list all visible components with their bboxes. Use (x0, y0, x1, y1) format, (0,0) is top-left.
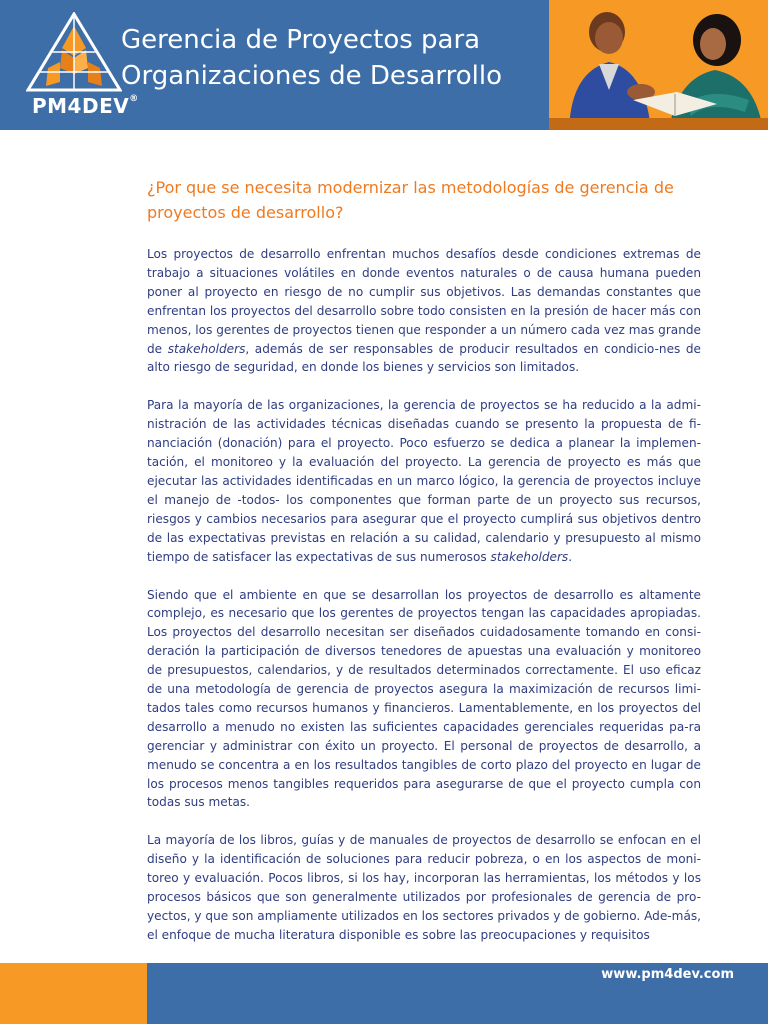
pm4dev-logo (20, 12, 139, 124)
paragraph-1: Los proyectos de desarrollo enfrentan muchos desafíos desde condiciones extremas de trabajo a situaciones volátiles en donde eventos naturales o de causa humana pueden poner al proyecto en riesgo de no cumplir sus objetivos. Las demandas constantes que enfrentan los proyectos del desarrollo sobre todo consisten en la presión de hacer más con menos, los gerentes de proyectos tienen que responder a un número cada vez mas grande de stakeholders, además de ser responsables de producir resultados en condicio-nes de alto riesgo de seguridad, en donde los bienes y servicios son limitados. (147, 247, 701, 375)
website-link[interactable]: www.pm4dev.com (601, 967, 734, 982)
paragraph-3: Siendo que el ambiente en que se desarrollan los proyectos de desarrollo es altamente complejo, es necesario que los gerentes de proyectos tengan las capacidades apropiadas. Los proyectos del desarrollo necesitan ser diseñados cuidadosamente tomando en consi-deración la participación de diversos tenedores de apuestas una evaluación y monitoreo de presupuestos, calendarios, y de resultados determinados correctamente. El uso eficaz de una metodología de gerencia de proyectos asegura la maximización de recursos limi-tados tales como recursos humanos y financieros. Lamentablemente, en los proyectos del desarrollo a menudo no existen las suficientes capacidades gerenciales requeridas pa-ra gerenciar y administrar con éxito un proyecto. El personal de proyectos de desarrollo, a menudo se concentra a en los resultados tangibles de corto plazo del proyecto en lugar de los procesos menos tangibles requeridos para asegurarse de que el proyecto cumpla con todas sus metas. (147, 587, 701, 810)
paragraph-4: La mayoría de los libros, guías y de manuales de proyectos de desarrollo se enfocan en el diseño y la identificación de soluciones para reducir pobreza, o en los aspectos de moni-toreo y evaluación. Pocos libros, si los hay, incorporan las herramientas, los métodos y los procesos básicos que son generalmente utilizados por profesionales de gerencia de pro-yectos, y que son ampliamente utilizados en los sectores privados y de gobierno. Ade-más, el enfoque de mucha literatura disponible es sobre las preocupaciones y requisitos (147, 833, 701, 942)
document-title (121, 22, 541, 94)
header-photo (549, 0, 768, 130)
footer-bar (0, 963, 768, 1024)
people-studying-image (549, 0, 768, 130)
pyramid-logo-icon (26, 12, 122, 92)
article-heading: ¿Por que se necesita modernizar las metodologías de gerencia de proyectos de desarrollo? (147, 178, 674, 222)
logo-wordmark: PM4DEV® (32, 94, 139, 118)
footer-accent-block (0, 963, 147, 1024)
footer-band (147, 963, 768, 1024)
paragraph-2: Para la mayoría de las organizaciones, la gerencia de proyectos se ha reducido a la admi-nistración de las actividades técnicas diseñadas cuando se presento la propuesta de fi-nanciación (donación) para el proyecto. Poco esfuerzo se dedica a planear la implemen-tación, el monitoreo y la evaluación del proyecto. La gerencia de proyecto es más que ejecutar las actividades identificadas en un marco lógico, la gerencia de proyectos incluye el manejo de -todos- los componentes que forman parte de un proyecto sus recursos, riesgos y cambios necesarios para asegurar que el proyecto cumplirá sus objetivos dentro de las expectativas previstas en relación a su calidad, calendario y presupuesto al mismo tiempo de satisfacer las expectativas de sus numerosos stakeholders. (147, 398, 701, 564)
title-line-2: Organizaciones de Desarrollo (121, 61, 502, 91)
article-body (147, 175, 701, 964)
header-banner (0, 0, 768, 130)
title-line-1: Gerencia de Proyectos para (121, 25, 481, 55)
